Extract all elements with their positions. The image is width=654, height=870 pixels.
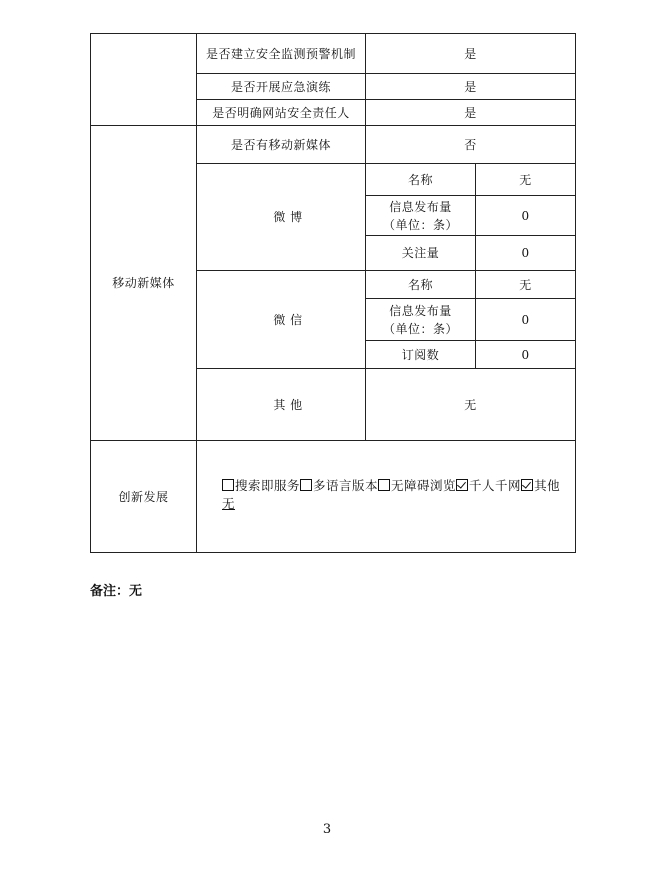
- wechat-name-label: 名称: [366, 271, 476, 299]
- wechat-posts-value: 0: [476, 299, 576, 341]
- innovation-option[interactable]: [378, 478, 456, 493]
- innovation-option[interactable]: [300, 478, 378, 493]
- innovation-option-label: 千人千网: [469, 478, 522, 493]
- other-media-value: 无: [366, 369, 576, 441]
- drill-label: 是否开展应急演练: [197, 74, 366, 100]
- innovation-option-label: 无障碍浏览: [391, 478, 457, 493]
- innovation-other-value: 无: [222, 496, 236, 511]
- wechat-name-value: 无: [476, 271, 576, 299]
- innovation-options: [197, 441, 576, 553]
- weibo-posts-value: 0: [476, 196, 576, 236]
- monitoring-label: 是否建立安全监测预警机制: [197, 34, 366, 74]
- weibo-posts-label-line2: （单位：条）: [382, 217, 458, 232]
- innovation-section-label: 创新发展: [91, 441, 197, 553]
- innovation-option[interactable]: [521, 478, 560, 493]
- has-media-label: 是否有移动新媒体: [197, 126, 366, 164]
- weibo-followers-value: 0: [476, 236, 576, 271]
- innovation-option[interactable]: [222, 478, 300, 493]
- wechat-label: 微 信: [197, 271, 366, 369]
- wechat-posts-label-line2: （单位：条）: [382, 321, 458, 336]
- weibo-followers-label: 关注量: [366, 236, 476, 271]
- wechat-subscribers-label: 订阅数: [366, 341, 476, 369]
- wechat-posts-label: [366, 299, 476, 341]
- checkbox-icon: [222, 479, 234, 491]
- security-section-cell: [91, 34, 197, 126]
- innovation-option[interactable]: [456, 478, 521, 493]
- responsible-value: 是: [366, 100, 576, 126]
- report-table: [90, 33, 576, 553]
- checkbox-icon: [378, 479, 390, 491]
- weibo-label: 微 博: [197, 164, 366, 271]
- checked-checkbox-icon: [456, 479, 468, 491]
- checkbox-icon: [300, 479, 312, 491]
- mobile-section-label: 移动新媒体: [91, 126, 197, 441]
- weibo-posts-label: [366, 196, 476, 236]
- remarks: 备注：无: [90, 584, 143, 599]
- innovation-option-label: 其他: [534, 478, 561, 493]
- weibo-name-value: 无: [476, 164, 576, 196]
- page-number: 3: [322, 822, 332, 837]
- wechat-posts-label-line1: 信息发布量: [389, 303, 452, 318]
- weibo-name-label: 名称: [366, 164, 476, 196]
- weibo-posts-label-line1: 信息发布量: [389, 199, 452, 214]
- other-media-label: 其 他: [197, 369, 366, 441]
- drill-value: 是: [366, 74, 576, 100]
- monitoring-value: 是: [366, 34, 576, 74]
- responsible-label: 是否明确网站安全责任人: [197, 100, 366, 126]
- checked-checkbox-icon: [521, 479, 533, 491]
- has-media-value: 否: [366, 126, 576, 164]
- innovation-option-label: 搜索即服务: [235, 478, 301, 493]
- innovation-option-label: 多语言版本: [313, 478, 379, 493]
- wechat-subscribers-value: 0: [476, 341, 576, 369]
